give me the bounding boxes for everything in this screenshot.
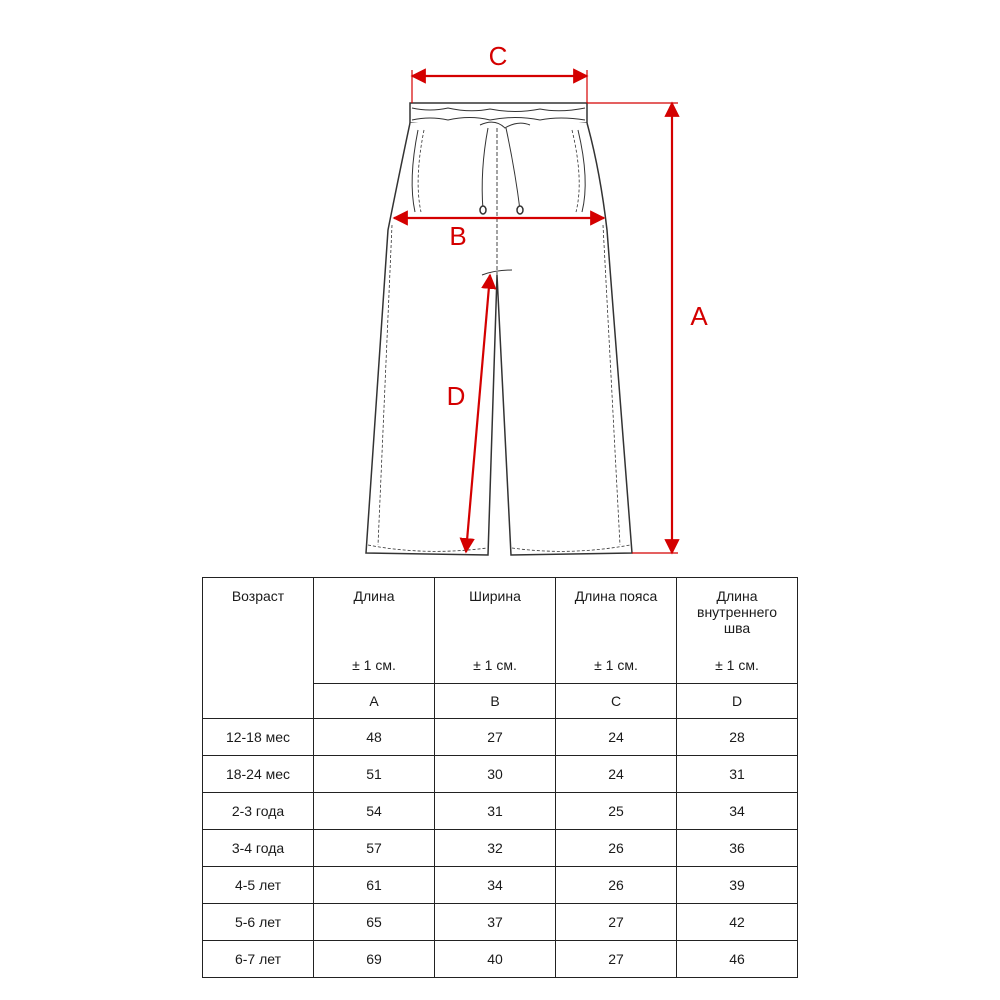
age-cell: 5-6 лет (203, 904, 314, 941)
header-inseam: Длина внутреннего шва ± 1 см. (677, 578, 798, 684)
value-cell: 61 (314, 867, 435, 904)
value-cell: 48 (314, 719, 435, 756)
label-a: A (690, 301, 708, 331)
value-cell: 37 (435, 904, 556, 941)
value-cell: 32 (435, 830, 556, 867)
label-b: B (449, 221, 467, 251)
table-row (203, 867, 798, 904)
age-cell: 6-7 лет (203, 941, 314, 978)
value-cell: 46 (677, 941, 798, 978)
value-cell: 31 (435, 793, 556, 830)
value-cell: 40 (435, 941, 556, 978)
value-cell: 30 (435, 756, 556, 793)
header-width: Ширина ± 1 см. (435, 578, 556, 684)
value-cell: 51 (314, 756, 435, 793)
value-cell: 26 (556, 830, 677, 867)
pants-outline (366, 123, 632, 555)
value-cell: 39 (677, 867, 798, 904)
header-length: Длина ± 1 см. (314, 578, 435, 684)
value-cell: 34 (677, 793, 798, 830)
letter-b: B (435, 684, 556, 719)
value-cell: 65 (314, 904, 435, 941)
value-cell: 34 (435, 867, 556, 904)
table-row (203, 719, 798, 756)
header-age: Возраст (203, 578, 314, 719)
value-cell: 24 (556, 719, 677, 756)
value-cell: 27 (556, 941, 677, 978)
table-row (203, 793, 798, 830)
letter-d: D (677, 684, 798, 719)
table-row (203, 904, 798, 941)
value-cell: 26 (556, 867, 677, 904)
table-row (203, 756, 798, 793)
age-cell: 12-18 мес (203, 719, 314, 756)
size-table (202, 577, 798, 978)
value-cell: 25 (556, 793, 677, 830)
letter-a: A (314, 684, 435, 719)
value-cell: 27 (556, 904, 677, 941)
value-cell: 28 (677, 719, 798, 756)
value-cell: 54 (314, 793, 435, 830)
value-cell: 27 (435, 719, 556, 756)
value-cell: 36 (677, 830, 798, 867)
value-cell: 42 (677, 904, 798, 941)
value-cell: 24 (556, 756, 677, 793)
letter-c: C (556, 684, 677, 719)
age-cell: 18-24 мес (203, 756, 314, 793)
label-d: D (446, 381, 466, 411)
value-cell: 31 (677, 756, 798, 793)
value-cell: 57 (314, 830, 435, 867)
pants-drawing (366, 103, 632, 555)
label-c: C (488, 41, 508, 71)
value-cell: 69 (314, 941, 435, 978)
age-cell: 3-4 года (203, 830, 314, 867)
table-row (203, 830, 798, 867)
age-cell: 2-3 года (203, 793, 314, 830)
header-waist: Длина пояса ± 1 см. (556, 578, 677, 684)
age-cell: 4-5 лет (203, 867, 314, 904)
table-row (203, 941, 798, 978)
